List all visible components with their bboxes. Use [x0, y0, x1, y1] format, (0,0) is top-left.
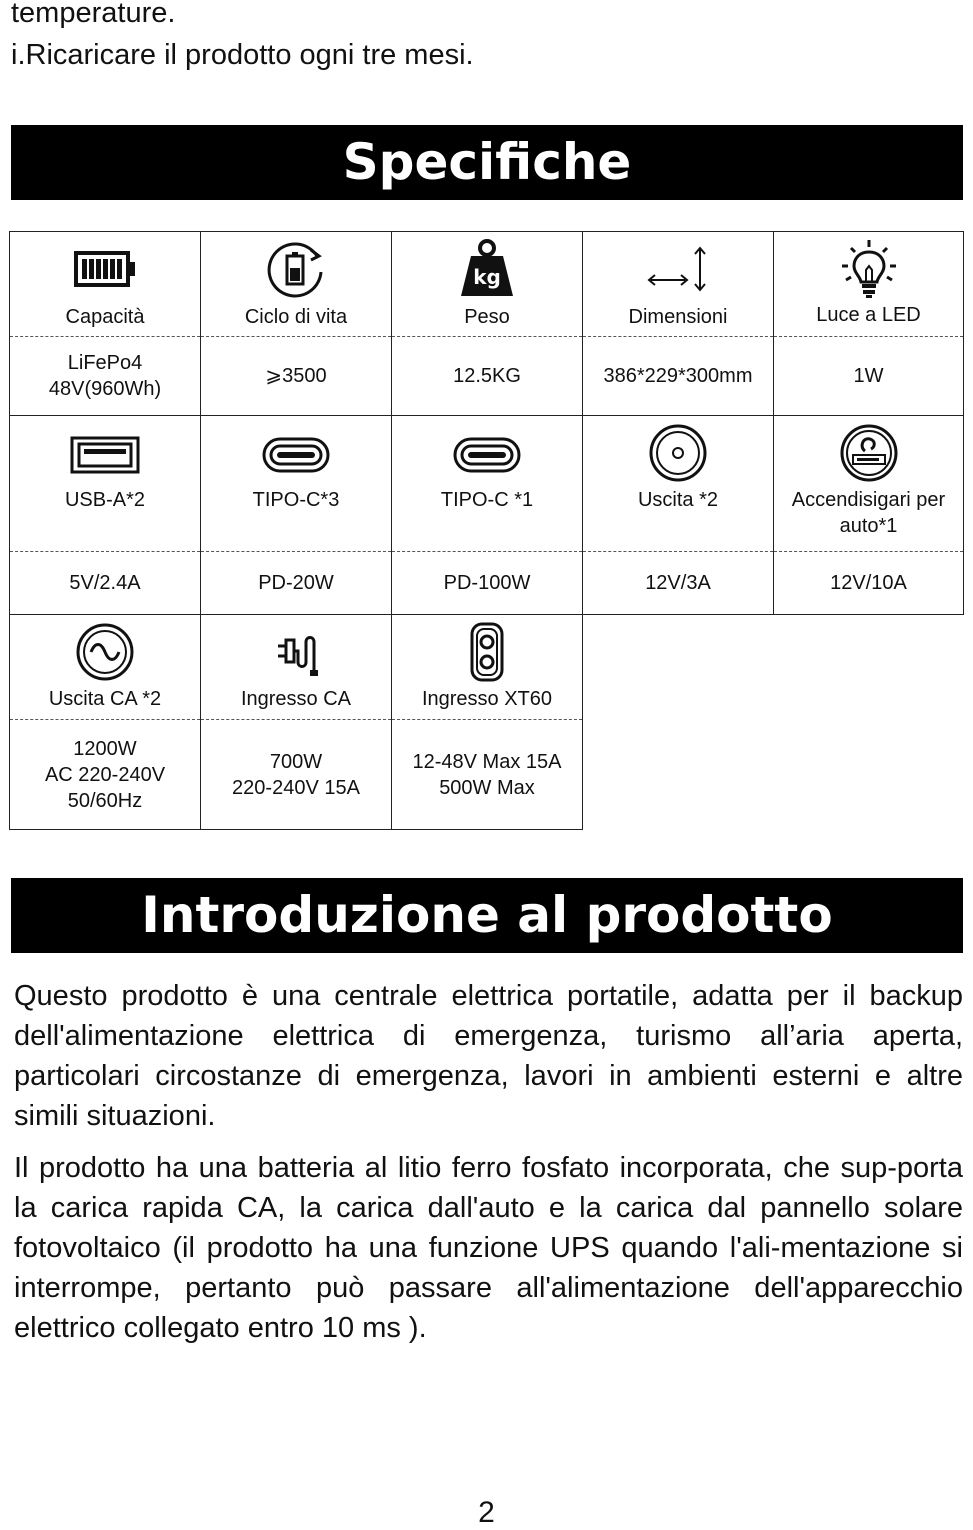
spec-cell-xt60-input: [391, 614, 583, 830]
ac-plug-icon: [201, 623, 391, 685]
intro-paragraph-2: Il prodotto ha una batteria al litio ferro fosfato incorporata, che sup-porta la carica rapida CA, la carica dall'auto e la carica dal pannello solare fotovoltaico (il prodotto ha una funzione UPS quando l'ali-mentazione si interrompe, pertanto può passare all'alimentazione dell'apparecchio elettrico collegato entro 10 ms ).: [14, 1152, 963, 1344]
spec-value: 386*229*300mm: [603, 365, 753, 387]
spec-label: Peso: [464, 306, 510, 328]
divider: [201, 719, 391, 720]
spec-cell-car-lighter: [773, 415, 964, 615]
spec-cell-dimensions: [582, 231, 774, 416]
spec-cell-led-light: [773, 231, 964, 416]
spec-cell-usb-a: [9, 415, 201, 615]
ac-outlet-icon: [10, 621, 200, 683]
spec-value: 1W: [853, 365, 884, 387]
spec-title-banner: Specifiche: [11, 125, 963, 200]
spec-value: 12V/3A: [645, 572, 711, 594]
spec-value: 12-48V Max 15A 500W Max: [412, 751, 562, 799]
spec-cell-usb-c-1: [391, 415, 583, 615]
spec-label: Ingresso XT60: [421, 688, 553, 710]
spec-value: 12.5KG: [453, 365, 521, 387]
intro-title-banner: Introduzione al prodotto: [11, 878, 963, 953]
spec-cell-weight: [391, 231, 583, 416]
usb-c-port-icon: [201, 424, 391, 486]
spec-cell-cycle-life: [200, 231, 392, 416]
spec-cell-capacity: [9, 231, 201, 416]
spec-value: ⩾3500: [265, 365, 327, 387]
spec-label: TIPO-C*3: [252, 489, 340, 511]
spec-label: Capacità: [65, 306, 145, 328]
spec-label: Dimensioni: [628, 306, 728, 328]
dc-port-icon: [583, 422, 773, 484]
spec-label: Uscita *2: [637, 489, 719, 511]
spec-value: 700W 220-240V 15A: [232, 751, 360, 799]
weight-icon: [392, 238, 582, 300]
led-bulb-icon: [774, 238, 963, 300]
spec-label: USB-A*2: [64, 489, 146, 511]
spec-label: Accendisigari per auto*1: [791, 489, 946, 537]
top-text: [11, 0, 474, 76]
spec-label: TIPO-C *1: [440, 489, 534, 511]
spec-value: PD-20W: [258, 572, 334, 594]
spec-value: LiFePo4 48V(960Wh): [48, 352, 162, 400]
battery-icon: [10, 238, 200, 300]
spec-cell-dc-output: [582, 415, 774, 615]
spec-value: 1200W AC 220-240V 50/60Hz: [44, 738, 166, 812]
spec-value: 5V/2.4A: [69, 572, 141, 594]
spec-cell-usb-c-3: [200, 415, 392, 615]
battery-cycle-icon: [201, 238, 391, 300]
spec-label: Ciclo di vita: [244, 306, 348, 328]
intro-paragraph-1: Questo prodotto è una centrale elettrica portatile, adatta per il backup dell'alimentazione elettrica di emergenza, turismo all’aria aperta, particolari circostanze di emergenza, lavori in ambienti esterni e altre simili situazioni.: [14, 980, 963, 1132]
page-number: 2: [478, 1496, 495, 1529]
spec-label: Luce a LED: [816, 304, 921, 326]
spec-label: Ingresso CA: [240, 688, 352, 710]
spec-label: Uscita CA *2: [48, 688, 162, 710]
spec-value: PD-100W: [443, 572, 531, 594]
divider: [392, 719, 582, 720]
spec-cell-ac-input: [200, 614, 392, 830]
usb-a-port-icon: [10, 424, 200, 486]
top-text-line-2: i.Ricaricare il prodotto ogni tre mesi.: [11, 39, 474, 71]
spec-value: 12V/10A: [830, 572, 907, 594]
spec-cell-ac-output: [9, 614, 201, 830]
xt60-port-icon: [392, 621, 582, 683]
car-lighter-icon: [774, 422, 963, 484]
svg-text:kg: kg: [473, 265, 501, 289]
divider: [10, 719, 200, 720]
usb-c-port-icon: [392, 424, 582, 486]
dimensions-icon: [583, 238, 773, 300]
top-text-line-1: temperature.: [11, 0, 176, 29]
